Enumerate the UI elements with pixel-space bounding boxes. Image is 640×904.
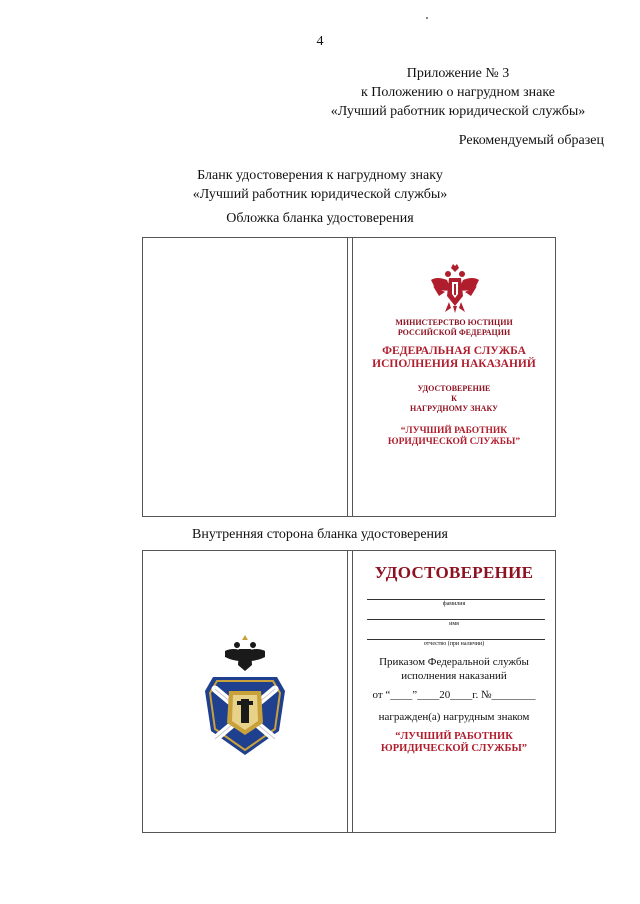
cover-award-line-1: “ЛУЧШИЙ РАБОТНИК	[400, 426, 508, 436]
cover-award-name	[353, 426, 555, 448]
order-line-1: Приказом Федеральной службы	[379, 656, 529, 668]
inner-award-name	[353, 731, 555, 755]
award-badge-icon	[195, 631, 295, 761]
cover-front	[353, 238, 555, 516]
cert-line-1: УДОСТОВЕРЕНИЕ	[417, 384, 491, 393]
patronymic-label: отчество (при наличии)	[423, 641, 485, 647]
blank-title-line-2: «Лучший работник юридической службы»	[192, 187, 448, 202]
certificate-inner	[142, 550, 556, 833]
cover-service	[353, 345, 555, 371]
certificate-cover	[142, 237, 556, 517]
scan-speck	[426, 17, 428, 19]
inner-form	[353, 551, 555, 832]
blank-title	[0, 166, 640, 204]
order-date-number[interactable]: от “____”____20____г. №________	[372, 689, 536, 701]
surname-line[interactable]	[367, 599, 545, 600]
patronymic-line[interactable]	[367, 639, 545, 640]
ministry-line-1: МИНИСТЕРСТВО ЮСТИЦИИ	[395, 318, 513, 327]
sample-label: Рекомендуемый образец	[458, 133, 604, 148]
cover-caption: Обложка бланка удостоверения	[226, 211, 414, 226]
page-number: 4	[316, 34, 324, 49]
order-text	[353, 655, 555, 683]
service-line-2: ИСПОЛНЕНИЯ НАКАЗАНИЙ	[372, 358, 536, 370]
name-label: имя	[449, 621, 459, 627]
inner-caption: Внутренняя сторона бланка удостоверения	[192, 527, 448, 542]
cover-ministry	[353, 318, 555, 338]
appendix-line-3: «Лучший работник юридической службы»	[330, 104, 586, 119]
cover-award-line-2: ЮРИДИЧЕСКОЙ СЛУЖБЫ”	[387, 437, 521, 447]
name-line[interactable]	[367, 619, 545, 620]
inner-award-line-1: “ЛУЧШИЙ РАБОТНИК	[395, 731, 513, 742]
surname-label: фамилия	[442, 601, 466, 607]
double-headed-eagle-emblem-icon	[429, 262, 481, 314]
blank-title-line-1: Бланк удостоверения к нагрудному знаку	[197, 168, 443, 183]
awarded-text: награжден(а) нагрудным знаком	[378, 711, 530, 723]
appendix-header	[318, 64, 598, 121]
ministry-line-2: РОССИЙСКОЙ ФЕДЕРАЦИИ	[397, 328, 511, 337]
appendix-line-1: Приложение № 3	[406, 66, 510, 81]
cover-certificate-text	[353, 384, 555, 414]
service-line-1: ФЕДЕРАЛЬНАЯ СЛУЖБА	[382, 345, 526, 357]
inner-title: УДОСТОВЕРЕНИЕ	[374, 563, 534, 582]
inner-award-line-2: ЮРИДИЧЕСКОЙ СЛУЖБЫ”	[380, 743, 528, 754]
appendix-line-2: к Положению о нагрудном знаке	[360, 85, 555, 100]
cert-line-3: НАГРУДНОМУ ЗНАКУ	[410, 404, 498, 413]
order-line-2: исполнения наказаний	[401, 670, 507, 682]
cert-line-2: К	[451, 394, 457, 403]
